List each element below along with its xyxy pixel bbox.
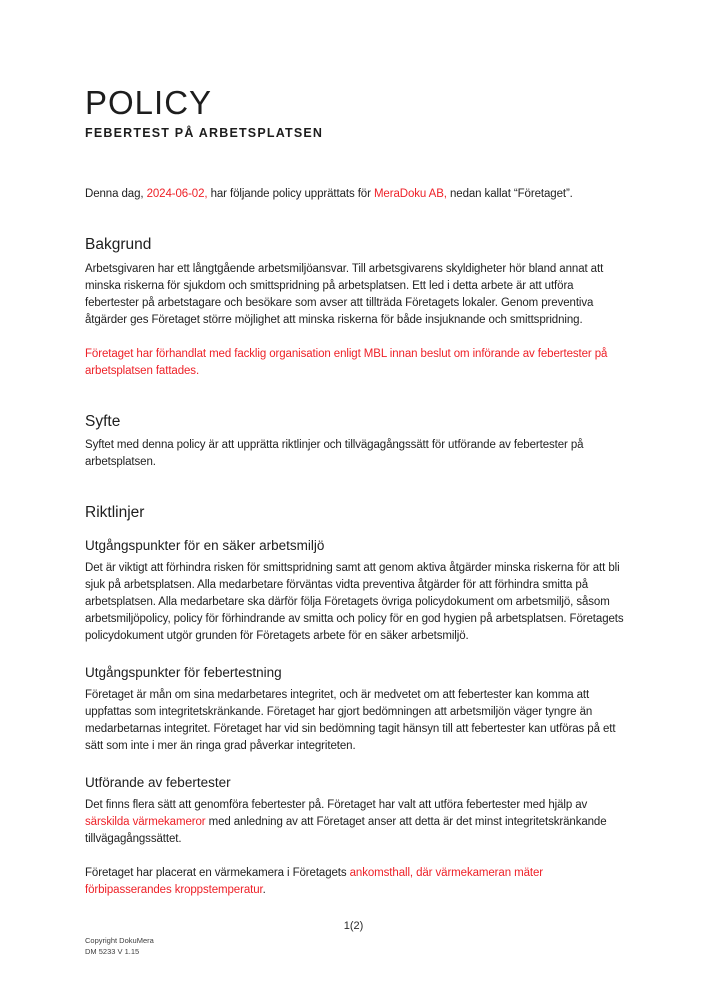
document-id: DM 5233 V 1.15	[85, 946, 140, 956]
section-heading-riktlinjer: Riktlinjer	[85, 504, 145, 522]
intro-text-1: Denna dag,	[85, 188, 147, 200]
intro-paragraph	[85, 186, 629, 203]
utforande-camera-paragraph	[85, 865, 629, 899]
intro-text-2: har följande policy upprättats för	[207, 188, 374, 200]
subheading-febertestning: Utgångspunkter för febertestning	[85, 664, 282, 680]
method-text-1: Det finns flera sätt att genomföra febertester på. Företaget har valt att utföra febertester med hjälp av	[85, 799, 588, 812]
page-number: 1(2)	[343, 920, 364, 932]
subheading-saker-arbetsmiljo: Utgångspunkter för en säker arbetsmiljö	[85, 537, 325, 553]
policy-date: 2024-06-02,	[146, 188, 208, 200]
subheading-utforande: Utförande av febertester	[85, 775, 231, 791]
utforande-method-paragraph	[85, 797, 629, 848]
company-name: MeraDoku AB,	[373, 188, 447, 200]
camera-text-1: Företaget har placerat en värmekamera i Företagets	[85, 867, 350, 880]
intro-text-3: nedan kallat “Företaget”.	[446, 188, 573, 200]
section-heading-bakgrund: Bakgrund	[85, 236, 152, 253]
camera-red-text: ankomsthall, där värmekameran mäter förbipasserandes kroppstemperatur	[85, 867, 543, 897]
copyright-line: Copyright DokuMera	[85, 936, 154, 945]
section-heading-syfte: Syfte	[85, 412, 121, 430]
page-title: POLICY	[85, 84, 213, 121]
febertestning-body: Företaget är mån om sina medarbetares integritet, och är medvetet om att febertester kan komma att uppfattas som integritetskränkande. Företaget har gjort bedömningen att arbetsmiljön väger tyngre än medarbetarnas integritet. Företaget har vid sin bedömning tagit hänsyn till att febertester kan utföras på ett sätt som inte i mer än ringa grad påverkar integriteten.	[85, 689, 616, 753]
saker-arbetsmiljo-body: Det är viktigt att förhindra risken för smittspridning samt att genom aktiva åtgärder minska riskerna för att bli sjuk på arbetsplatsen. Alla medarbetare förväntas vidta preventiva åtgärder för att förhindra smitta på arbetsplatsen. Alla medarbetare ska därför följa Företagets övriga policydokument om arbetsmiljö, såsom arbetsmiljöpolicy, policy för förhindrande av smitta och policy för en god hygien på arbetsplatsen. Företagets policydokument utgör grunden för Företagets arbete för en säker arbetsmiljö.	[85, 561, 624, 642]
camera-text-2: .	[262, 884, 266, 897]
bakgrund-mbl-note: Företaget har förhandlat med facklig organisation enligt MBL innan beslut om införande av febertester på arbetsplatsen fattades.	[85, 347, 608, 377]
page-subtitle: FEBERTEST PÅ ARBETSPLATSEN	[85, 126, 324, 140]
syfte-body: Syftet med denna policy är att upprätta riktlinjer och tillvägagångssätt för utförande av febertester på arbetsplatsen.	[85, 439, 584, 469]
bakgrund-body: Arbetsgivaren har ett långtgående arbetsmiljöansvar. Till arbetsgivarens skyldigheter hör bland annat att minska riskerna för sjukdom och smittspridning på arbetsplatsen. Ett led i detta arbete är att utföra febertester på arbetstagare och besökare som avser att tillträda Företagets lokaler. Genom preventiva åtgärder ges Företaget större möjlighet att minska riskerna för både insjuknande och smittspridning.	[85, 262, 604, 326]
method-red-text: särskilda värmekameror	[85, 816, 206, 829]
document-content	[85, 0, 629, 899]
method-text-2: med anledning av att Företaget anser att detta är det minst integritetskränkande tillvägagångssättet.	[85, 816, 607, 846]
footer-copyright-block	[85, 936, 154, 957]
